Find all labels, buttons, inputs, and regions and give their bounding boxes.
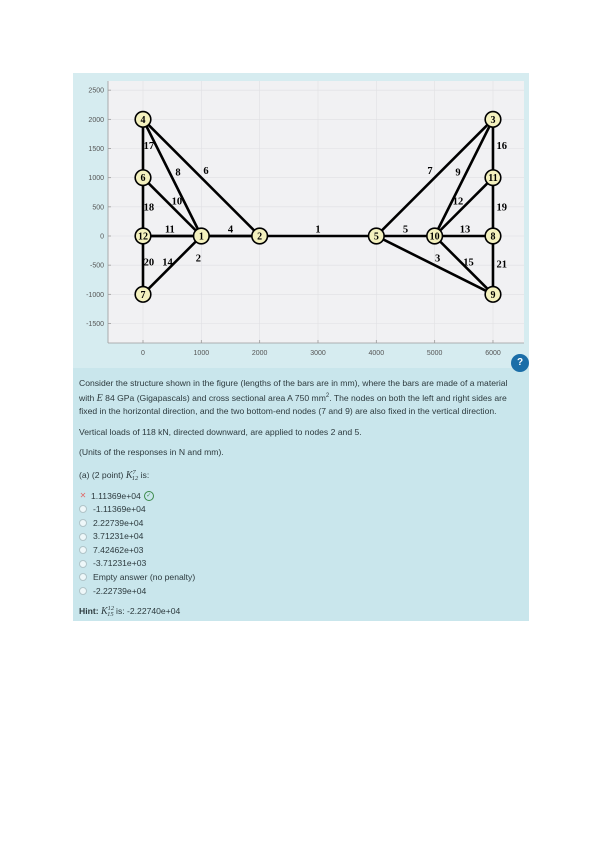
node-label-5: 5: [373, 231, 379, 243]
node-label-8: 8: [490, 231, 496, 243]
bar-label-3: 3: [434, 253, 441, 265]
bar-label-6: 6: [203, 166, 209, 178]
plot-area: [108, 81, 524, 343]
radio-button[interactable]: [79, 573, 87, 581]
bar-label-17: 17: [143, 141, 155, 153]
bar-label-5: 5: [402, 224, 409, 236]
bar-label-21: 21: [496, 259, 507, 271]
k-symbol: K: [125, 469, 133, 481]
node-5: [369, 228, 385, 244]
hint-k-symbol: K: [100, 605, 108, 617]
option-label: 3.71231e+04: [93, 531, 144, 542]
bar-label-20: 20: [143, 257, 155, 269]
bar-label-9: 9: [455, 167, 461, 179]
option-label: 7.42462e+03: [93, 544, 144, 555]
node-9: [485, 287, 501, 303]
option-label: -3.71231e+03: [93, 558, 147, 569]
y-tick-label: -1500: [86, 320, 104, 328]
wrong-mark-icon: ✕: [79, 490, 87, 500]
radio-button[interactable]: [79, 519, 87, 527]
hint-value: is: -2.22740e+04: [113, 605, 181, 616]
x-tick-label: 2000: [251, 350, 268, 357]
hint: [79, 603, 525, 622]
node-label-10: 10: [429, 231, 440, 243]
answer-option[interactable]: [79, 503, 525, 517]
radio-button[interactable]: [79, 560, 87, 568]
node-7: [135, 287, 151, 303]
y-tick-label: -500: [89, 262, 104, 270]
node-label-1: 1: [198, 231, 204, 243]
bar-label-19: 19: [496, 202, 507, 214]
answer-option[interactable]: [79, 489, 525, 503]
hint-k-subscript: 15: [107, 611, 114, 619]
bar-label-16: 16: [496, 141, 507, 153]
radio-button[interactable]: [79, 587, 87, 595]
option-label: -2.22739e+04: [93, 585, 147, 596]
check-circle-icon: ✓: [144, 491, 154, 501]
desc-part-1: Consider the structure shown in the figure (lengths of the bars are in mm), where the bars are made of a material with: [79, 378, 508, 403]
part-a-suffix: is:: [138, 469, 150, 480]
truss-figure: [73, 73, 529, 368]
k-superscript: 7: [132, 468, 136, 476]
bar-label-12: 12: [452, 196, 464, 208]
y-tick-label: -1000: [86, 291, 104, 299]
k-subscript: 12: [131, 475, 139, 483]
area-exponent: 2: [325, 392, 330, 399]
node-8: [485, 228, 501, 244]
bar-label-7: 7: [427, 166, 433, 178]
bar-label-13: 13: [459, 224, 471, 236]
node-3: [485, 112, 501, 128]
x-tick-label: 0: [141, 350, 145, 357]
answer-option[interactable]: [79, 571, 525, 585]
answer-option[interactable]: [79, 543, 525, 557]
x-tick-label: 3000: [310, 350, 326, 357]
bar-label-2: 2: [195, 253, 202, 265]
x-tick-label: 5000: [426, 350, 443, 357]
bar-label-1: 1: [315, 224, 321, 236]
node-label-3: 3: [490, 114, 496, 126]
answer-option[interactable]: [79, 584, 525, 598]
desc-part-3: . The nodes on both the left and right sides are fixed in the horizontal direction, and the two bottom-end nodes (7 and 9) are also fixed in the vertical direction.: [79, 392, 507, 417]
node-label-4: 4: [140, 114, 146, 126]
y-tick-label: 1500: [88, 146, 104, 154]
option-label: Empty answer (no penalty): [93, 572, 196, 583]
node-4: [135, 112, 151, 128]
node-6: [135, 170, 151, 186]
node-label-7: 7: [140, 289, 146, 301]
node-label-6: 6: [140, 173, 146, 185]
x-tick-label: 1000: [193, 350, 210, 357]
y-tick-label: 1000: [88, 175, 104, 183]
hint-k-superscript: 12: [107, 604, 115, 612]
x-tick-label: 4000: [368, 350, 385, 357]
node-12: [135, 228, 151, 244]
bar-label-10: 10: [171, 196, 183, 208]
answer-option[interactable]: [79, 516, 525, 530]
node-label-9: 9: [490, 289, 496, 301]
bar-label-14: 14: [162, 257, 173, 269]
question-text: [79, 377, 525, 630]
load-description: Vertical loads of 118 kN, directed downward, are applied to nodes 2 and 5.: [79, 426, 362, 437]
part-a-label: (a) (2 point): [79, 469, 126, 480]
bar-label-8: 8: [175, 167, 181, 179]
node-label-2: 2: [257, 231, 263, 243]
y-tick-label: 0: [100, 233, 104, 241]
desc-part-2: 84 GPa (Gigapascals) and cross sectional area A 750 mm: [102, 392, 326, 403]
y-tick-label: 2000: [88, 116, 104, 124]
units-note: (Units of the responses in N and mm).: [79, 447, 224, 458]
y-tick-label: 500: [92, 204, 104, 212]
answer-options: [79, 489, 525, 598]
node-2: [252, 228, 268, 244]
radio-button[interactable]: [79, 505, 87, 513]
option-label: 1.11369e+04: [91, 490, 141, 501]
node-label-11: 11: [488, 173, 498, 185]
radio-button[interactable]: [79, 546, 87, 554]
option-label: 2.22739e+04: [93, 517, 144, 528]
node-11: [485, 170, 501, 186]
bar-label-11: 11: [164, 224, 175, 236]
e-symbol: E: [96, 392, 103, 404]
node-label-12: 12: [138, 231, 148, 243]
bar-label-15: 15: [463, 257, 474, 269]
bar-label-4: 4: [227, 224, 234, 236]
hint-label: Hint:: [79, 605, 101, 616]
x-tick-label: 6000: [485, 350, 501, 357]
bar-label-18: 18: [143, 202, 155, 214]
y-tick-label: 2500: [88, 87, 104, 95]
answer-option[interactable]: [79, 557, 525, 571]
node-1: [194, 228, 210, 244]
option-label: -1.11369e+04: [93, 504, 146, 515]
problem-description: [79, 377, 525, 418]
part-a-prompt: [79, 467, 525, 486]
help-badge[interactable]: ?: [511, 354, 529, 372]
node-10: [427, 228, 443, 244]
answer-option[interactable]: [79, 530, 525, 544]
radio-button[interactable]: [79, 533, 87, 541]
